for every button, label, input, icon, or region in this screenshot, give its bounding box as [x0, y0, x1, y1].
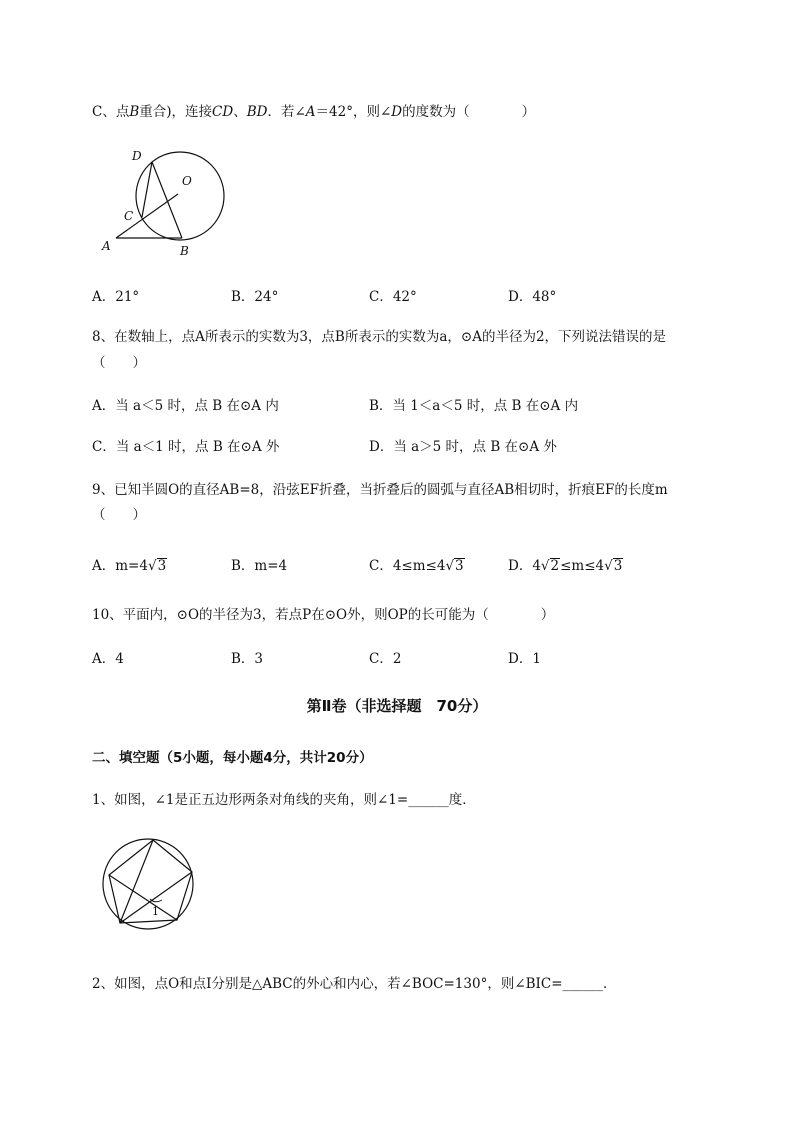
q9-option-d[interactable]: D．4√2≤m≤4√3	[508, 558, 623, 574]
q10-stem: 10、平面内，⊙O的半径为3，若点P在⊙O外，则OP的长可能为（ ）	[92, 607, 555, 623]
q7-option-c[interactable]: C．42°	[369, 289, 417, 305]
f1-answer-blank[interactable]: ______	[408, 792, 449, 808]
part2-title: 第Ⅱ卷（非选择题 70分）	[306, 697, 488, 715]
sqrt-sign: √	[604, 558, 613, 574]
f2-stem: 2、如图，点O和点I分别是△ABC的外心和内心，若∠BOC=130°，则∠BIC=______．	[92, 976, 617, 992]
label-c: C	[124, 209, 134, 223]
q8-option-b[interactable]: B．当 1＜a＜5 时，点 B 在⊙A 内	[369, 398, 579, 414]
label-d: D	[132, 149, 142, 163]
pentagon-figure	[100, 836, 196, 932]
q10-option-a[interactable]: A．4	[92, 651, 124, 667]
q8-paren: （ ）	[92, 355, 146, 371]
q8-option-d[interactable]: D．当 a＞5 时，点 B 在⊙A 外	[369, 439, 557, 455]
q7-stem-tail: C、点B重合)，连接CD、BD．若∠A＝42°，则∠D的度数为（ ）	[92, 104, 536, 120]
q7-option-a[interactable]: A．21°	[92, 289, 140, 305]
q10-option-d[interactable]: D．1	[508, 651, 541, 667]
q8-stem: 8、在数轴上，点A所表示的实数为3，点B所表示的实数为a，⊙A的半径为2，下列说法错误的是	[92, 329, 667, 345]
q10-option-c[interactable]: C．2	[369, 651, 402, 667]
circle-o	[136, 152, 224, 240]
angle-arc	[150, 899, 162, 902]
f2-answer-blank[interactable]: ______	[562, 976, 604, 992]
sqrt-sign: √	[540, 558, 550, 574]
q10-option-b[interactable]: B．3	[231, 651, 264, 667]
q7-circle-figure	[96, 140, 236, 265]
q9-paren: （ ）	[92, 507, 146, 523]
label-b: B	[180, 244, 189, 258]
q9-option-b[interactable]: B．m=4	[231, 558, 288, 574]
sqrt-sign: √	[147, 558, 157, 574]
q7-option-d[interactable]: D．48°	[508, 289, 557, 305]
q8-option-a[interactable]: A．当 a＜5 时，点 B 在⊙A 内	[92, 398, 279, 414]
chord-cd	[142, 162, 152, 217]
label-o: O	[182, 174, 192, 188]
q7-option-b[interactable]: B．24°	[231, 289, 279, 305]
sqrt-sign: √	[445, 558, 455, 574]
diagonal-1	[109, 875, 177, 920]
section2-title: 二、填空题（5小题，每小题4分，共计20分）	[92, 750, 373, 766]
q9-stem: 9、已知半圆O的直径AB=8，沿弦EF折叠，当折叠后的圆弧与直径AB相切时，折痕EF的长度m	[92, 482, 668, 498]
chord-bd	[152, 162, 182, 238]
q8-option-c[interactable]: C．当 a＜1 时，点 B 在⊙A 外	[92, 439, 280, 455]
angle-label-1: 1	[152, 905, 159, 918]
f1-stem: 1、如图，∠1是正五边形两条对角线的夹角，则∠1=______度．	[92, 792, 476, 808]
q9-option-c[interactable]: C．4≤m≤4√3	[369, 558, 464, 574]
label-a: A	[102, 239, 111, 253]
q9-option-a[interactable]: A．m=4√3	[92, 558, 167, 574]
